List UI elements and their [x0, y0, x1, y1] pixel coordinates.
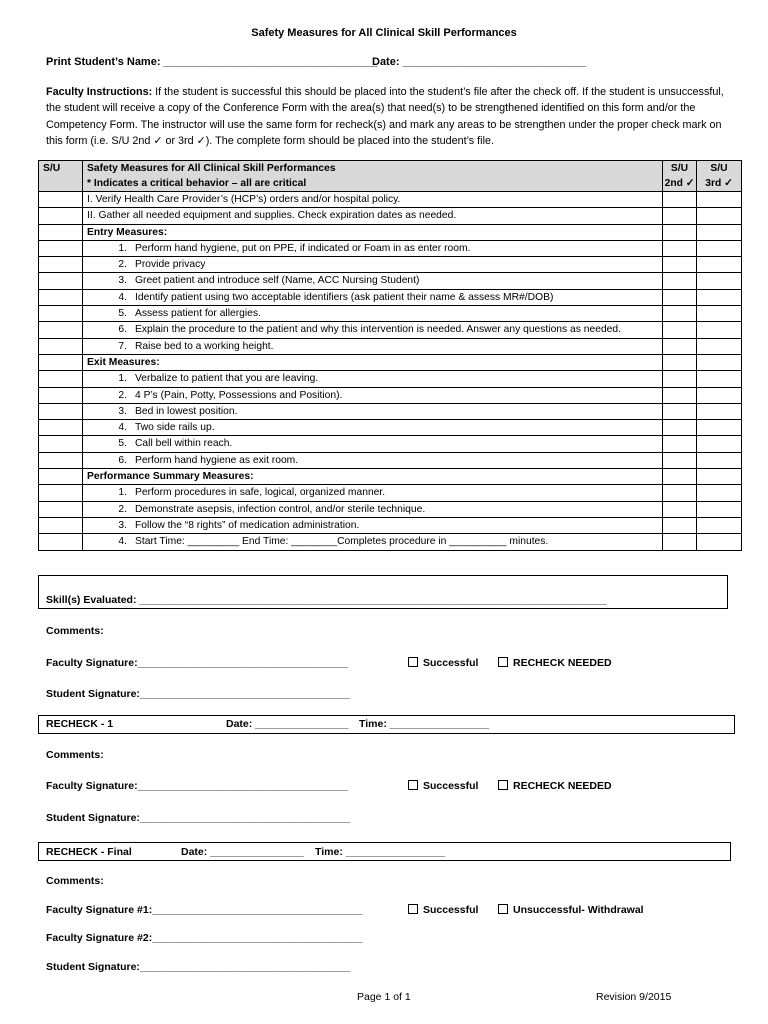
date-field[interactable]: Date: ______________________________ [372, 56, 587, 68]
table-row [39, 354, 742, 370]
su-cell[interactable] [39, 469, 83, 485]
su-3rd-cell[interactable] [697, 420, 742, 436]
su-cell[interactable] [39, 403, 83, 419]
checkbox-icon[interactable] [498, 780, 508, 790]
section-heading: Entry Measures: [87, 226, 168, 238]
checkbox-icon[interactable] [408, 904, 418, 914]
successful-label-1: Successful [423, 657, 479, 669]
table-row [39, 208, 742, 224]
student-name-field[interactable]: Print Student’s Name: ___________________________________ [46, 56, 378, 68]
table-row [39, 371, 742, 387]
table-row [39, 387, 742, 403]
su-2nd-cell[interactable] [663, 387, 697, 403]
measure-cell [83, 224, 663, 240]
su-cell[interactable] [39, 273, 83, 289]
item-number: 2. [118, 503, 127, 515]
item-number: 6. [118, 454, 127, 466]
faculty-signature-2-final[interactable]: Faculty Signature #2:____________________________________ [46, 932, 363, 944]
item-text: Assess patient for allergies. [135, 308, 261, 320]
su-cell[interactable] [39, 517, 83, 533]
su-cell[interactable] [39, 208, 83, 224]
su-2nd-cell[interactable] [663, 224, 697, 240]
recheck-needed-option-1[interactable] [498, 657, 612, 669]
measure-cell [83, 371, 663, 387]
faculty-signature-1-final[interactable]: Faculty Signature #1:____________________________________ [46, 904, 363, 916]
item-text: II. Gather all needed equipment and supplies. Check expiration dates as needed. [87, 210, 457, 222]
su-cell[interactable] [39, 534, 83, 550]
table-row [39, 289, 742, 305]
successful-label-2: Successful [423, 780, 479, 792]
table-row [39, 338, 742, 354]
successful-option-2[interactable] [408, 780, 478, 792]
su-cell[interactable] [39, 224, 83, 240]
table-row [39, 420, 742, 436]
table-row [39, 534, 742, 550]
withdrawal-option[interactable] [498, 904, 644, 916]
su-2nd-cell[interactable] [663, 354, 697, 370]
critical-note: * Indicates a critical behavior – all are critical [87, 178, 307, 189]
measure-cell [83, 306, 663, 322]
student-signature-1[interactable]: Student Signature:____________________________________ [46, 688, 351, 700]
su-3rd-cell[interactable] [697, 224, 742, 240]
student-signature-2[interactable]: Student Signature:____________________________________ [46, 812, 351, 824]
checkbox-icon[interactable] [498, 904, 508, 914]
su-2nd-cell[interactable] [663, 257, 697, 273]
measure-cell [83, 452, 663, 468]
checkbox-icon[interactable] [408, 780, 418, 790]
instructions-label: Faculty Instructions: [46, 86, 153, 98]
measure-cell [83, 338, 663, 354]
su-2nd-cell[interactable] [663, 192, 697, 208]
measure-cell [83, 322, 663, 338]
measure-cell [83, 501, 663, 517]
student-signature-final[interactable]: Student Signature:____________________________________ [46, 961, 351, 973]
su-2nd-cell[interactable] [663, 485, 697, 501]
item-text: Verbalize to patient that you are leaving. [135, 373, 319, 385]
su-3rd-cell[interactable] [697, 485, 742, 501]
item-number: 4. [118, 536, 127, 548]
recheck-final-label: RECHECK - Final [46, 846, 132, 858]
item-text: Follow the “8 rights” of medication administration. [135, 519, 360, 531]
item-number: 2. [118, 389, 127, 401]
su-3rd-cell[interactable] [697, 289, 742, 305]
table-row [39, 192, 742, 208]
recheck-1-label: RECHECK - 1 [46, 718, 114, 730]
table-header-row [39, 161, 742, 192]
table-row [39, 403, 742, 419]
recheck-1-date[interactable]: Date: ________________ [226, 718, 349, 730]
table-row [39, 257, 742, 273]
su-cell[interactable] [39, 387, 83, 403]
su-2nd-cell[interactable] [663, 452, 697, 468]
item-number: 5. [118, 438, 127, 450]
su-3rd-cell[interactable] [697, 273, 742, 289]
table-row [39, 501, 742, 517]
su-cell[interactable] [39, 420, 83, 436]
su-3rd-cell[interactable] [697, 469, 742, 485]
item-number: 3. [118, 405, 127, 417]
su-2nd-cell[interactable] [663, 289, 697, 305]
su-2nd-cell[interactable] [663, 371, 697, 387]
su-3rd-cell[interactable] [697, 322, 742, 338]
su-3rd-cell[interactable] [697, 240, 742, 256]
item-text: Greet patient and introduce self (Name, ACC Nursing Student) [135, 275, 420, 287]
measures-header-title: Safety Measures for All Clinical Skill Performances [87, 163, 336, 174]
measure-cell [83, 289, 663, 305]
su-cell[interactable] [39, 501, 83, 517]
faculty-signature-2[interactable]: Faculty Signature:____________________________________ [46, 780, 348, 792]
section-heading: Exit Measures: [87, 356, 160, 368]
faculty-signature-1[interactable]: Faculty Signature:____________________________________ [46, 657, 348, 669]
table-row [39, 240, 742, 256]
item-number: 4. [118, 422, 127, 434]
item-number: 4. [118, 291, 127, 303]
su-2nd-cell[interactable] [663, 338, 697, 354]
su-3rd-header [697, 161, 742, 192]
safety-measures-table [38, 160, 742, 551]
table-row [39, 436, 742, 452]
table-row [39, 517, 742, 533]
su-2nd-check: 2nd ✓ [664, 178, 695, 189]
checkbox-icon[interactable] [498, 657, 508, 667]
su-3rd-cell[interactable] [697, 436, 742, 452]
recheck-needed-label-2: RECHECK NEEDED [513, 780, 612, 792]
skills-evaluated-field[interactable]: Skill(s) Evaluated: ________________________________________________________________________________ [46, 594, 607, 606]
measure-cell [83, 517, 663, 533]
measure-cell [83, 469, 663, 485]
successful-option-3[interactable] [408, 904, 478, 916]
measure-cell [83, 240, 663, 256]
item-text: Two side rails up. [135, 422, 215, 434]
su-cell[interactable] [39, 289, 83, 305]
measures-header [83, 161, 663, 192]
su-cell[interactable] [39, 354, 83, 370]
table-row [39, 306, 742, 322]
successful-label-3: Successful [423, 904, 479, 916]
su-3rd-cell[interactable] [697, 192, 742, 208]
item-text: Perform hand hygiene, put on PPE, if indicated or Foam in as enter room. [135, 242, 471, 254]
su-cell[interactable] [39, 322, 83, 338]
recheck-needed-label-1: RECHECK NEEDED [513, 657, 612, 669]
table-row [39, 322, 742, 338]
measure-cell [83, 436, 663, 452]
su-2nd-header [663, 161, 697, 192]
su-3rd-cell[interactable] [697, 371, 742, 387]
table-row [39, 469, 742, 485]
table-row [39, 452, 742, 468]
recheck-needed-option-2[interactable] [498, 780, 612, 792]
checkbox-icon[interactable] [408, 657, 418, 667]
su-2nd-cell[interactable] [663, 322, 697, 338]
revision-date: Revision 9/2015 [596, 991, 672, 1003]
su-cell[interactable] [39, 257, 83, 273]
item-text: Perform procedures in safe, logical, organized manner. [135, 487, 386, 499]
successful-option-1[interactable] [408, 657, 478, 669]
instructions-text: If the student is successful this should be placed into the student’s file after the check off. If the student is unsuccessful, the student will receive a copy of the Conference Form with the area(s) that need(s) to be strengthened identified on this form and/or the Competency Form. The instructor will use the same form for recheck(s) and mark any areas to be strengthen under the proper check mark on this form (i.e. S/U 2nd ✓ or 3rd ✓). The complete form should be placed into the student’s file. [46, 86, 724, 147]
su-3rd-cell[interactable] [697, 257, 742, 273]
su-3rd-cell[interactable] [697, 208, 742, 224]
su-3rd-cell[interactable] [697, 338, 742, 354]
su-cell[interactable] [39, 436, 83, 452]
measure-cell [83, 354, 663, 370]
su-2nd-cell[interactable] [663, 534, 697, 550]
table-row [39, 224, 742, 240]
su-2nd-cell[interactable] [663, 306, 697, 322]
su-2nd-cell[interactable] [663, 517, 697, 533]
comments-label-2: Comments: [46, 749, 104, 761]
su-3rd-label: S/U [710, 163, 728, 174]
measure-cell [83, 403, 663, 419]
item-number: 1. [118, 487, 127, 499]
item-text: Start Time: _________ End Time: ________Completes procedure in __________ minutes. [135, 536, 549, 548]
measure-cell [83, 273, 663, 289]
su-2nd-cell[interactable] [663, 501, 697, 517]
table-row [39, 273, 742, 289]
form-title: Safety Measures for All Clinical Skill Performances [251, 27, 517, 39]
item-number: 1. [118, 373, 127, 385]
item-text: Demonstrate asepsis, infection control, and/or sterile technique. [135, 503, 426, 515]
measure-cell [83, 208, 663, 224]
su-2nd-label: S/U [670, 163, 689, 174]
su-2nd-cell[interactable] [663, 436, 697, 452]
su-3rd-cell[interactable] [697, 517, 742, 533]
measure-cell [83, 257, 663, 273]
item-number: 1. [118, 242, 127, 254]
item-number: 6. [118, 324, 127, 336]
item-text: Call bell within reach. [135, 438, 233, 450]
item-text: Explain the procedure to the patient and why this intervention is needed. Answer any questions as needed. [135, 324, 621, 336]
su-cell[interactable] [39, 452, 83, 468]
su-3rd-cell[interactable] [697, 387, 742, 403]
su-3rd-cell[interactable] [697, 403, 742, 419]
su-2nd-cell[interactable] [663, 240, 697, 256]
su-cell[interactable] [39, 371, 83, 387]
item-text: Perform hand hygiene as exit room. [135, 454, 299, 466]
section-heading: Performance Summary Measures: [87, 471, 254, 483]
su-2nd-cell[interactable] [663, 469, 697, 485]
item-text: Provide privacy [135, 259, 206, 271]
table-row [39, 485, 742, 501]
su-2nd-cell[interactable] [663, 403, 697, 419]
item-number: 3. [118, 519, 127, 531]
su-3rd-cell[interactable] [697, 354, 742, 370]
su-3rd-cell[interactable] [697, 452, 742, 468]
su-cell[interactable] [39, 485, 83, 501]
su-cell[interactable] [39, 338, 83, 354]
measure-cell [83, 485, 663, 501]
item-text: Identify patient using two acceptable identifiers (ask patient their name & assess MR#/DOB) [135, 291, 554, 303]
withdrawal-label: Unsuccessful- Withdrawal [513, 904, 644, 916]
faculty-instructions [46, 84, 726, 149]
su-cell[interactable] [39, 192, 83, 208]
item-number: 2. [118, 259, 127, 271]
su-2nd-cell[interactable] [663, 420, 697, 436]
recheck-1-time[interactable]: Time: _________________ [359, 718, 490, 730]
item-text: I. Verify Health Care Provider’s (HCP’s) orders and/or hospital policy. [87, 194, 401, 205]
item-text: 4 P’s (Pain, Potty, Possessions and Position). [135, 389, 343, 401]
measure-cell [83, 420, 663, 436]
su-3rd-cell[interactable] [697, 501, 742, 517]
recheck-final-date[interactable]: Date: ________________ [181, 846, 304, 858]
item-number: 5. [118, 308, 127, 320]
comments-label-3: Comments: [46, 875, 104, 887]
measure-cell [83, 387, 663, 403]
item-number: 7. [118, 340, 127, 352]
su-cell[interactable] [39, 240, 83, 256]
su-3rd-cell[interactable] [697, 534, 742, 550]
su-header: S/U [39, 161, 83, 192]
su-2nd-cell[interactable] [663, 273, 697, 289]
recheck-final-time[interactable]: Time: _________________ [315, 846, 446, 858]
item-number: 3. [118, 275, 127, 287]
comments-label-1: Comments: [46, 625, 104, 637]
item-text: Bed in lowest position. [135, 405, 238, 417]
table-body [39, 192, 742, 551]
measure-cell [83, 534, 663, 550]
page-number: Page 1 of 1 [357, 991, 411, 1003]
su-3rd-check: 3rd ✓ [705, 178, 733, 189]
su-cell[interactable] [39, 306, 83, 322]
measure-cell [83, 192, 663, 208]
item-text: Raise bed to a working height. [135, 340, 274, 352]
su-2nd-cell[interactable] [663, 208, 697, 224]
su-3rd-cell[interactable] [697, 306, 742, 322]
